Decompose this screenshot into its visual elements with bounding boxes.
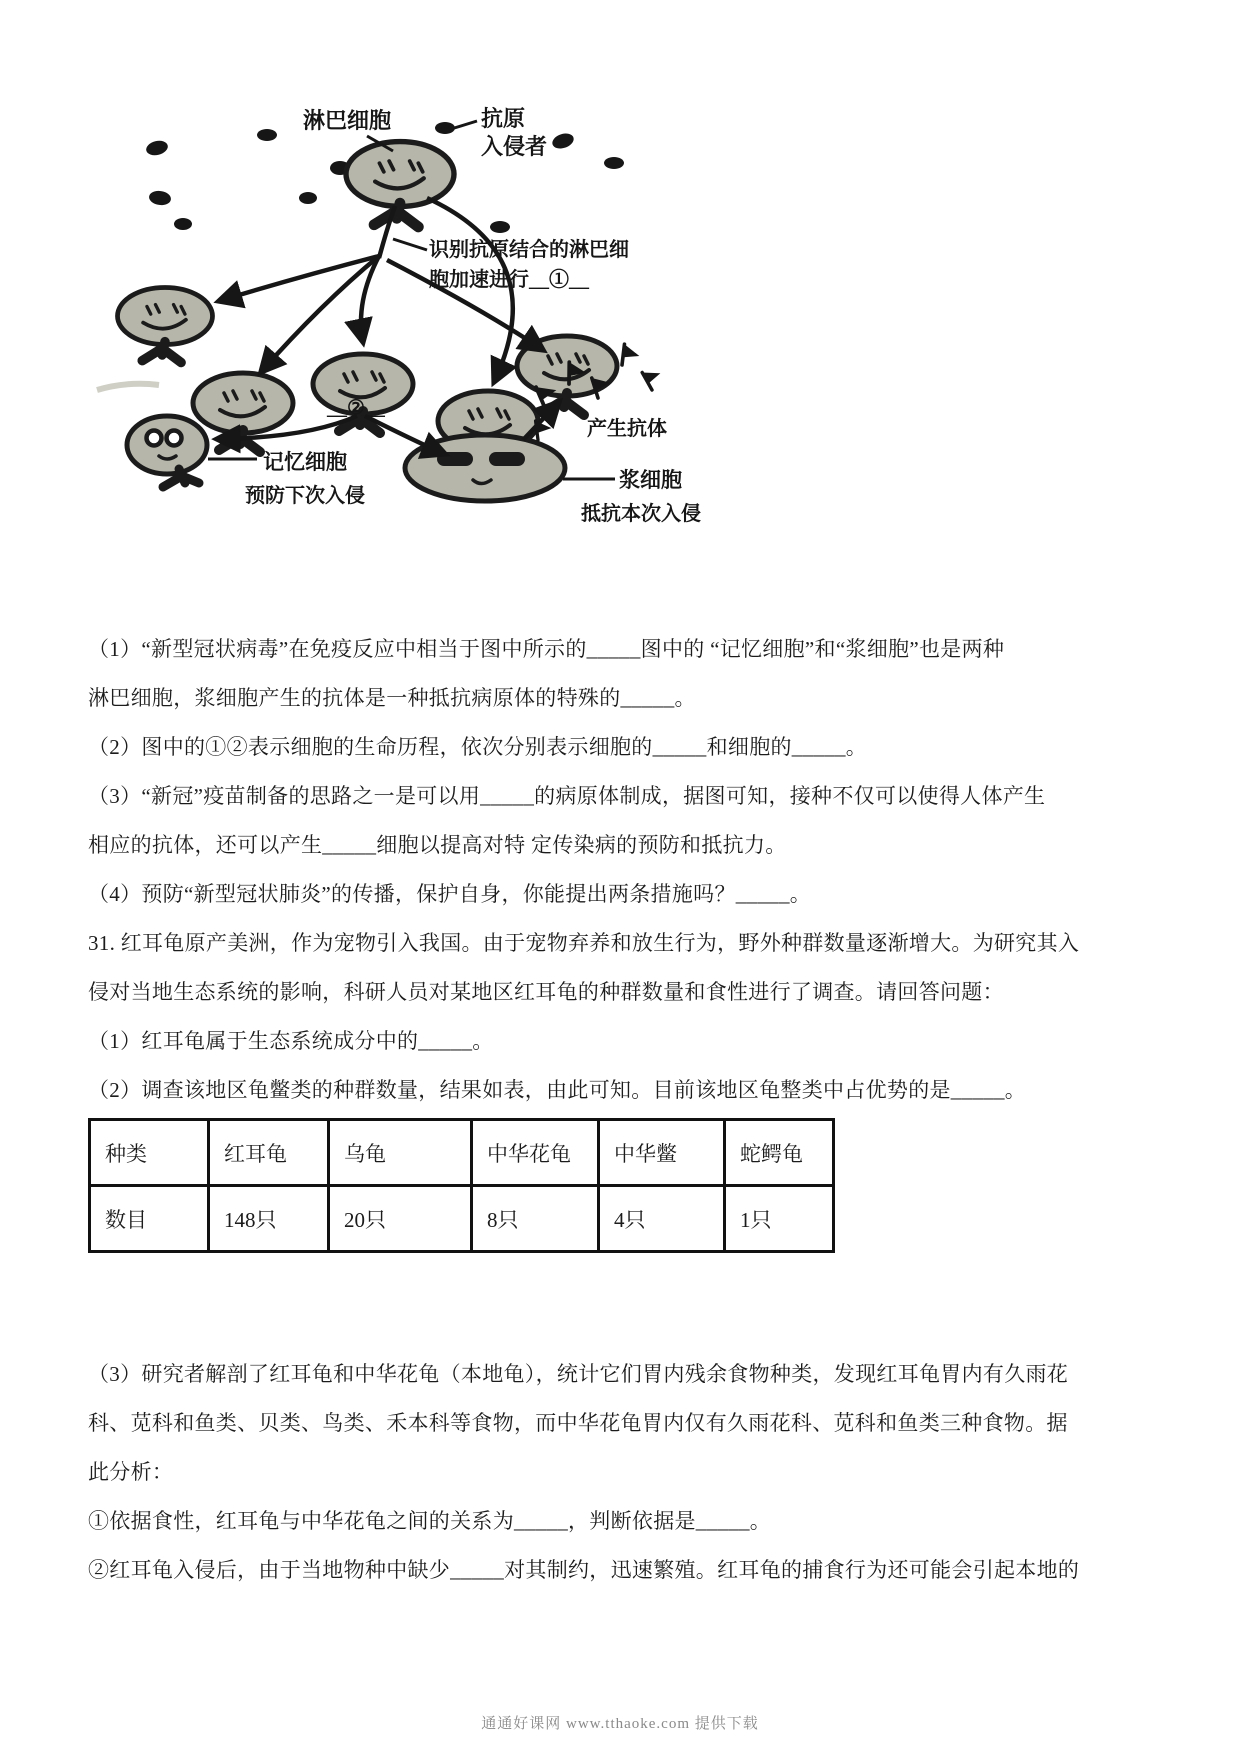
header-cell-redear: 红耳龟 xyxy=(209,1120,329,1186)
q31-intro-line-3: （1）红耳龟属于生态系统成分中的_____。 xyxy=(88,1029,494,1053)
header-cell-stripeneck: 中华花龟 xyxy=(472,1120,599,1186)
daughter-cell xyxy=(118,288,213,363)
turtle-table-wrapper xyxy=(88,1118,835,1253)
header-cell-tortoise: 乌龟 xyxy=(329,1120,472,1186)
count-redear: 148只 xyxy=(209,1186,329,1252)
row-label-count: 数目 xyxy=(90,1186,209,1252)
recognize-label-line xyxy=(393,239,427,250)
recognize-label-line1: 识别抗原结合的淋巴细 xyxy=(429,239,629,261)
header-cell-softshell: 中华鳖 xyxy=(599,1120,725,1186)
antigen-label-line xyxy=(451,121,477,129)
immune-diagram-svg xyxy=(95,88,715,558)
question-30-block xyxy=(88,625,1218,919)
q31-part3-line-4: ①依据食性，红耳龟与中华花龟之间的关系为_____，判断依据是_____。 xyxy=(88,1509,772,1533)
q30-line-1: （1）“新型冠状病毒”在免疫反应中相当于图中所示的_____图中的 “记忆细胞”和“浆细胞”也是两种 xyxy=(88,637,1005,661)
memory-cell xyxy=(127,416,207,487)
memory-cell-note: 预防下次入侵 xyxy=(245,485,365,507)
count-softshell: 4只 xyxy=(599,1186,725,1252)
memory-cell-label: 记忆细胞 xyxy=(263,450,347,474)
q30-line-5: 相应的抗体，还可以产生_____细胞以提高对特 定传染病的预防和抵抗力。 xyxy=(88,833,787,857)
pencil-smudge xyxy=(97,384,159,390)
q30-line-3: （2）图中的①②表示细胞的生命历程，依次分别表示细胞的_____和细胞的_____。 xyxy=(88,735,868,759)
page-footer: 通通好课网 www.tthaoke.com 提供下载 xyxy=(481,1716,759,1732)
q31-part3-line-2: 科、苋科和鱼类、贝类、鸟类、禾本科等食物，而中华花龟胃内仅有久雨花科、苋科和鱼类三种食物。据 xyxy=(88,1411,1068,1435)
q31-intro-line-4: （2）调查该地区龟鳖类的种群数量，结果如表，由此可知。目前该地区龟整类中占优势的是_____。 xyxy=(88,1078,1027,1102)
turtle-count-table xyxy=(88,1118,835,1253)
count-stripeneck: 8只 xyxy=(472,1186,599,1252)
question-31-intro-block xyxy=(88,919,1218,1115)
q31-intro-line-1: 31. 红耳龟原产美洲，作为宠物引入我国。由于宠物弃养和放生行为，野外种群数量逐渐增大。为研究其入 xyxy=(88,931,1080,955)
plasma-cell-note: 抵抗本次入侵 xyxy=(581,503,701,525)
header-cell-species: 种类 xyxy=(90,1120,209,1186)
table-data-row xyxy=(90,1186,834,1252)
header-cell-snapping: 蛇鳄龟 xyxy=(725,1120,834,1186)
q31-part3-line-3: 此分析： xyxy=(88,1460,174,1484)
step2-label: __②__ xyxy=(327,397,385,419)
q30-line-4: （3）“新冠”疫苗制备的思路之一是可以用_____的病原体制成，据图可知，接种不仅可以使得人体产生 xyxy=(88,784,1046,808)
q31-part3-line-5: ②红耳龟入侵后，由于当地物种中缺少_____对其制约，迅速繁殖。红耳龟的捕食行为还可能会引起本地的 xyxy=(88,1558,1080,1582)
produce-antibody-label: 产生抗体 xyxy=(587,418,667,440)
q30-line-6: （4）预防“新型冠状肺炎”的传播，保护自身，你能提出两条措施吗？_____。 xyxy=(88,882,812,906)
table-header-row xyxy=(90,1120,834,1186)
recognize-label-line2: 胞加速进行__①__ xyxy=(429,269,589,291)
daughter-cell xyxy=(313,354,413,433)
q30-line-2: 淋巴细胞，浆细胞产生的抗体是一种抵抗病原体的特殊的_____。 xyxy=(88,686,696,710)
antigen-label-line2: 入侵者 xyxy=(481,134,548,159)
count-snapping: 1只 xyxy=(725,1186,834,1252)
antigen-label-line1: 抗原 xyxy=(481,106,526,131)
plasma-cell-label: 浆细胞 xyxy=(619,468,682,492)
lymphocyte-cell xyxy=(346,142,454,227)
lymphocyte-label: 淋巴细胞 xyxy=(303,108,392,133)
q31-part3-line-1: （3）研究者解剖了红耳龟和中华花龟（本地龟），统计它们胃内残余食物种类，发现红耳龟胃内有久雨花 xyxy=(88,1362,1069,1386)
immune-response-diagram xyxy=(95,88,715,558)
question-31-part3-block xyxy=(88,1350,1218,1595)
q31-intro-line-2: 侵对当地生态系统的影响，科研人员对某地区红耳龟的种群数量和食性进行了调查。请回答问题： xyxy=(88,980,1004,1004)
count-tortoise: 20只 xyxy=(329,1186,472,1252)
